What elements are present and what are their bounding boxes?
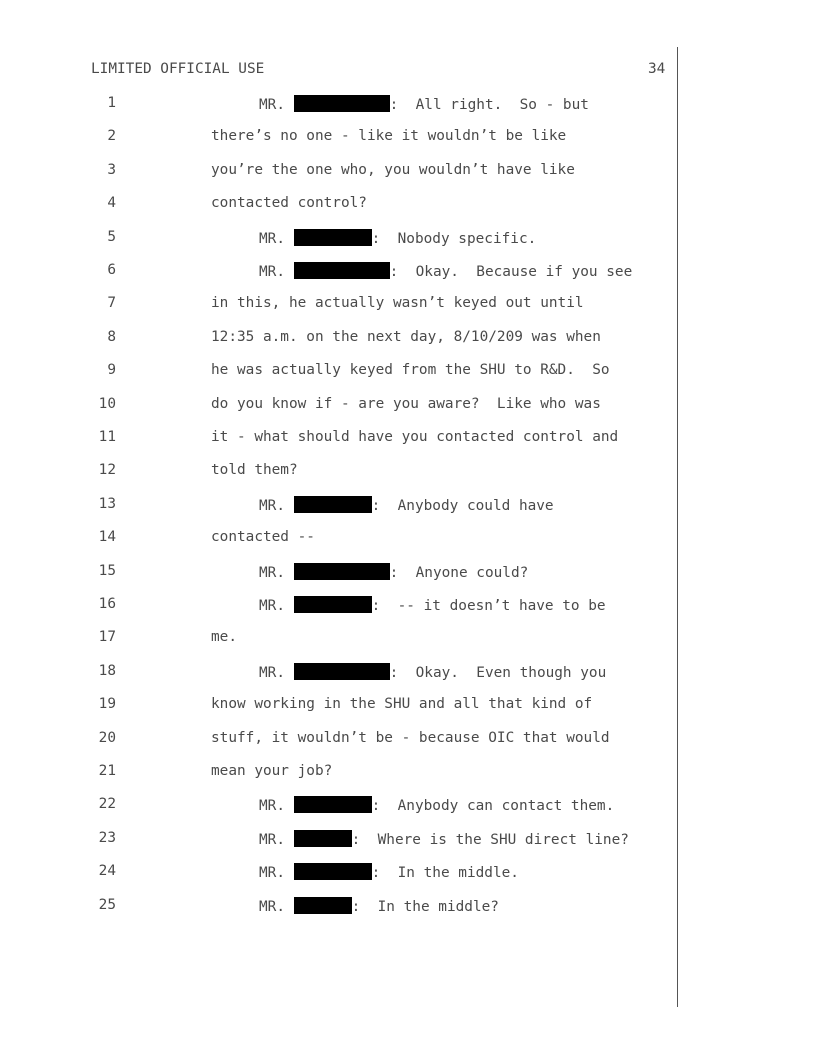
line-number: 22 [98, 796, 116, 813]
redaction-bar [294, 863, 372, 880]
transcript-line [0, 863, 816, 883]
continuation-line-text: you’re the one who, you wouldn’t have like [211, 161, 575, 178]
line-number: 16 [98, 596, 116, 612]
transcript-line [0, 763, 816, 783]
classification-header: LIMITED OFFICIAL USE [91, 61, 265, 77]
spoken-text: : -- it doesn’t have to be [371, 598, 606, 614]
continuation-line-text: there’s no one - like it wouldn’t be like [211, 128, 567, 145]
page-number: 34 [648, 61, 666, 77]
line-number: 13 [98, 495, 116, 512]
speaker-title: MR. [259, 497, 294, 514]
speaker-line-text [259, 262, 632, 280]
continuation-line-text: do you know if - are you aware? Like who was [211, 395, 601, 412]
redaction-bar [294, 262, 390, 279]
transcript-line [0, 529, 816, 549]
speaker-line-text [259, 796, 614, 814]
redaction-bar [294, 830, 352, 847]
speaker-line-text [259, 863, 519, 881]
speaker-line-text [259, 897, 499, 915]
spoken-text: : Nobody specific. [371, 230, 537, 247]
speaker-line-text [259, 95, 589, 113]
line-number: 23 [98, 829, 116, 846]
transcript-line [0, 796, 816, 816]
speaker-line-text [259, 830, 629, 848]
speaker-title: MR. [259, 865, 294, 882]
line-number: 21 [98, 763, 116, 779]
continuation-line-text: know working in the SHU and all that kind of [211, 696, 593, 713]
speaker-title: MR. [259, 664, 294, 681]
continuation-line-text: contacted -- [211, 529, 315, 546]
transcript-line [0, 396, 816, 416]
speaker-line-text [259, 663, 606, 681]
spoken-text: : In the middle? [351, 898, 499, 915]
redaction-bar [294, 563, 390, 580]
continuation-line-text: me. [211, 629, 237, 646]
spoken-text: : Okay. Even though you [389, 664, 607, 681]
transcript-line [0, 629, 816, 649]
speaker-line-text [259, 496, 554, 514]
speaker-title: MR. [259, 264, 294, 280]
spoken-text: : All right. So - but [389, 97, 589, 113]
transcript-line [0, 162, 816, 182]
speaker-line-text [259, 596, 606, 614]
transcript-line [0, 462, 816, 482]
line-number: 4 [107, 195, 116, 212]
continuation-line-text: stuff, it wouldn’t be - because OIC that would [211, 729, 610, 746]
transcript-line [0, 95, 816, 115]
line-number: 6 [107, 262, 116, 278]
continuation-line-text: in this, he actually wasn’t keyed out until [211, 295, 584, 312]
redaction-bar [294, 496, 372, 513]
spoken-text: : Anyone could? [389, 564, 529, 581]
line-number: 11 [98, 429, 116, 445]
spoken-text: : Okay. Because if you see [389, 264, 633, 280]
transcript-line [0, 663, 816, 683]
line-number: 1 [107, 95, 116, 111]
speaker-title: MR. [259, 898, 294, 915]
redaction-bar [294, 229, 372, 246]
line-number: 7 [107, 295, 116, 312]
line-number: 19 [98, 696, 116, 713]
transcript-line [0, 128, 816, 148]
speaker-title: MR. [259, 230, 294, 247]
transcript-line [0, 229, 816, 249]
redaction-bar [294, 796, 372, 813]
speaker-title: MR. [259, 798, 294, 815]
line-number: 8 [107, 328, 116, 345]
continuation-line-text: it - what should have you contacted control and [211, 429, 619, 445]
line-number: 25 [98, 896, 116, 913]
transcript-line [0, 830, 816, 850]
line-number: 10 [98, 395, 116, 412]
spoken-text: : Anybody can contact them. [371, 798, 615, 815]
transcript-line [0, 429, 816, 449]
transcript-line [0, 329, 816, 349]
line-number: 18 [98, 662, 116, 679]
continuation-line-text: contacted control? [211, 195, 367, 212]
speaker-title: MR. [259, 598, 294, 614]
line-number: 17 [98, 629, 116, 646]
transcript-line [0, 596, 816, 616]
transcript-line [0, 295, 816, 315]
line-number: 3 [107, 161, 116, 178]
line-number: 14 [98, 529, 116, 546]
line-number: 9 [107, 362, 116, 379]
line-number: 5 [107, 228, 116, 245]
spoken-text: : Where is the SHU direct line? [351, 831, 629, 848]
continuation-line-text: 12:35 a.m. on the next day, 8/10/209 was when [211, 328, 601, 345]
transcript-line [0, 496, 816, 516]
line-number: 12 [98, 462, 116, 479]
transcript-line [0, 262, 816, 282]
spoken-text: : In the middle. [371, 865, 519, 882]
speaker-line-text [259, 229, 536, 247]
transcript-line [0, 563, 816, 583]
redaction-bar [294, 95, 390, 112]
transcript-line [0, 696, 816, 716]
continuation-line-text: told them? [211, 462, 298, 479]
line-number: 2 [107, 128, 116, 145]
line-number: 15 [98, 562, 116, 579]
transcript-line [0, 730, 816, 750]
redaction-bar [294, 596, 372, 613]
transcript-line [0, 195, 816, 215]
speaker-line-text [259, 563, 528, 581]
transcript-line [0, 897, 816, 917]
spoken-text: : Anybody could have [371, 497, 554, 514]
continuation-line-text: he was actually keyed from the SHU to R&D. So [211, 362, 610, 379]
speaker-title: MR. [259, 97, 294, 113]
transcript-line [0, 362, 816, 382]
speaker-title: MR. [259, 564, 294, 581]
redaction-bar [294, 663, 390, 680]
redaction-bar [294, 897, 352, 914]
line-number: 20 [98, 729, 116, 746]
line-number: 24 [98, 863, 116, 880]
speaker-title: MR. [259, 831, 294, 848]
continuation-line-text: mean your job? [211, 763, 333, 779]
